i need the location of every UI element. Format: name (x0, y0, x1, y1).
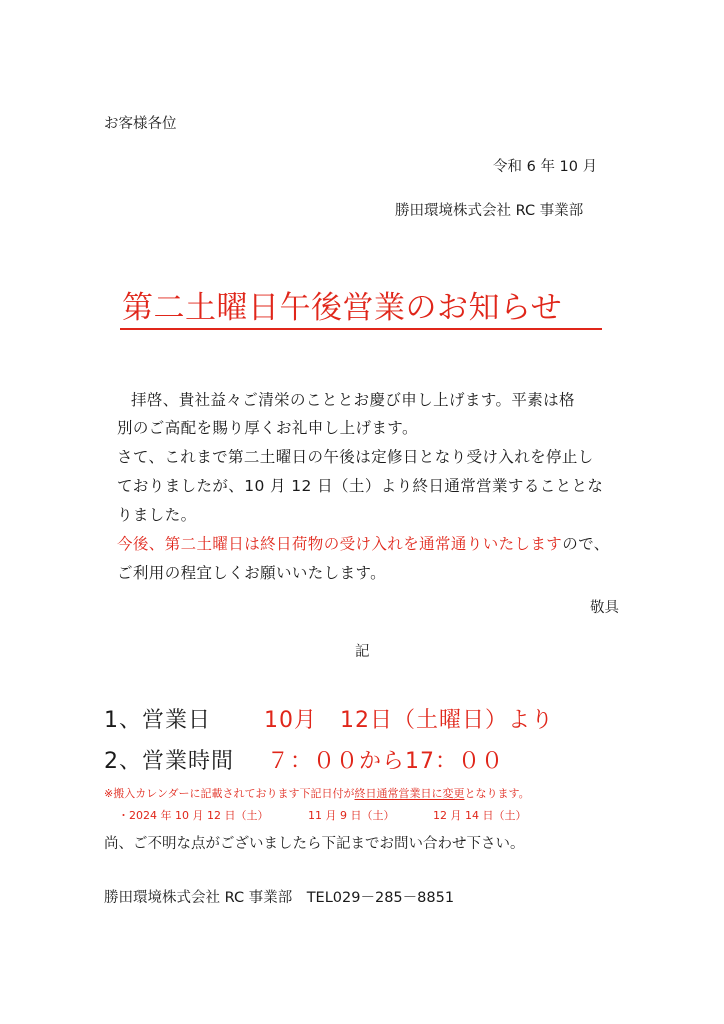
body-line-6 (117, 532, 610, 554)
calendar-note-part-1: ※搬入カレンダーに記載されております下記日付が (104, 787, 355, 800)
notice-title: 第二土曜日午後営業のお知らせ (122, 290, 563, 326)
business-hours-label: 2、営業時間 (104, 749, 234, 774)
business-day-value: 10月 12日（土曜日）より (264, 708, 554, 733)
changed-date-2: 11 月 9 日（土） (308, 809, 395, 822)
body-line-3: さて、これまで第二土曜日の午後は定修日となり受け入れを停止し (117, 448, 594, 466)
sender-name: 勝田環境株式会社 RC 事業部 (395, 203, 584, 219)
body-line-6-tail: ので、 (562, 535, 610, 553)
ki-heading: 記 (355, 644, 370, 660)
body-line-2: 別のご高配を賜り厚くお礼申し上げます。 (117, 419, 418, 437)
calendar-note-part-3: となります。 (464, 787, 530, 800)
body-line-5: りました。 (117, 506, 197, 524)
footer-contact: 勝田環境株式会社 RC 事業部 TEL029－285－8851 (104, 890, 455, 906)
inquiry-text: 尚、ご不明な点がございましたら下記までお問い合わせ下さい。 (104, 836, 525, 852)
body-line-7: ご利用の程宜しくお願いいたします。 (117, 564, 387, 582)
body-line-4: ておりましたが、10 月 12 日（土）より終日通常営業することとな (117, 477, 604, 495)
business-hours-value: ７：００から17：００ (267, 749, 504, 774)
business-day-label: 1、営業日 (104, 708, 211, 733)
changed-date-1: ・2024 年 10 月 12 日（土） (118, 809, 269, 822)
issue-date: 令和 6 年 10 月 (493, 159, 598, 175)
title-underline (120, 328, 602, 330)
calendar-note (104, 785, 530, 801)
calendar-note-change: 終日通常営業日に変更 (354, 787, 465, 800)
recipient: お客様各位 (104, 116, 177, 132)
body-line-1: 拝啓、貴社益々ご清栄のこととお慶び申し上げます。平素は格 (131, 391, 575, 409)
changed-date-3: 12 月 14 日（土） (433, 809, 527, 822)
closing-keigu: 敬具 (590, 600, 619, 616)
body-highlight: 今後、第二土曜日は終日荷物の受け入れを通常通りいたします (117, 535, 563, 553)
